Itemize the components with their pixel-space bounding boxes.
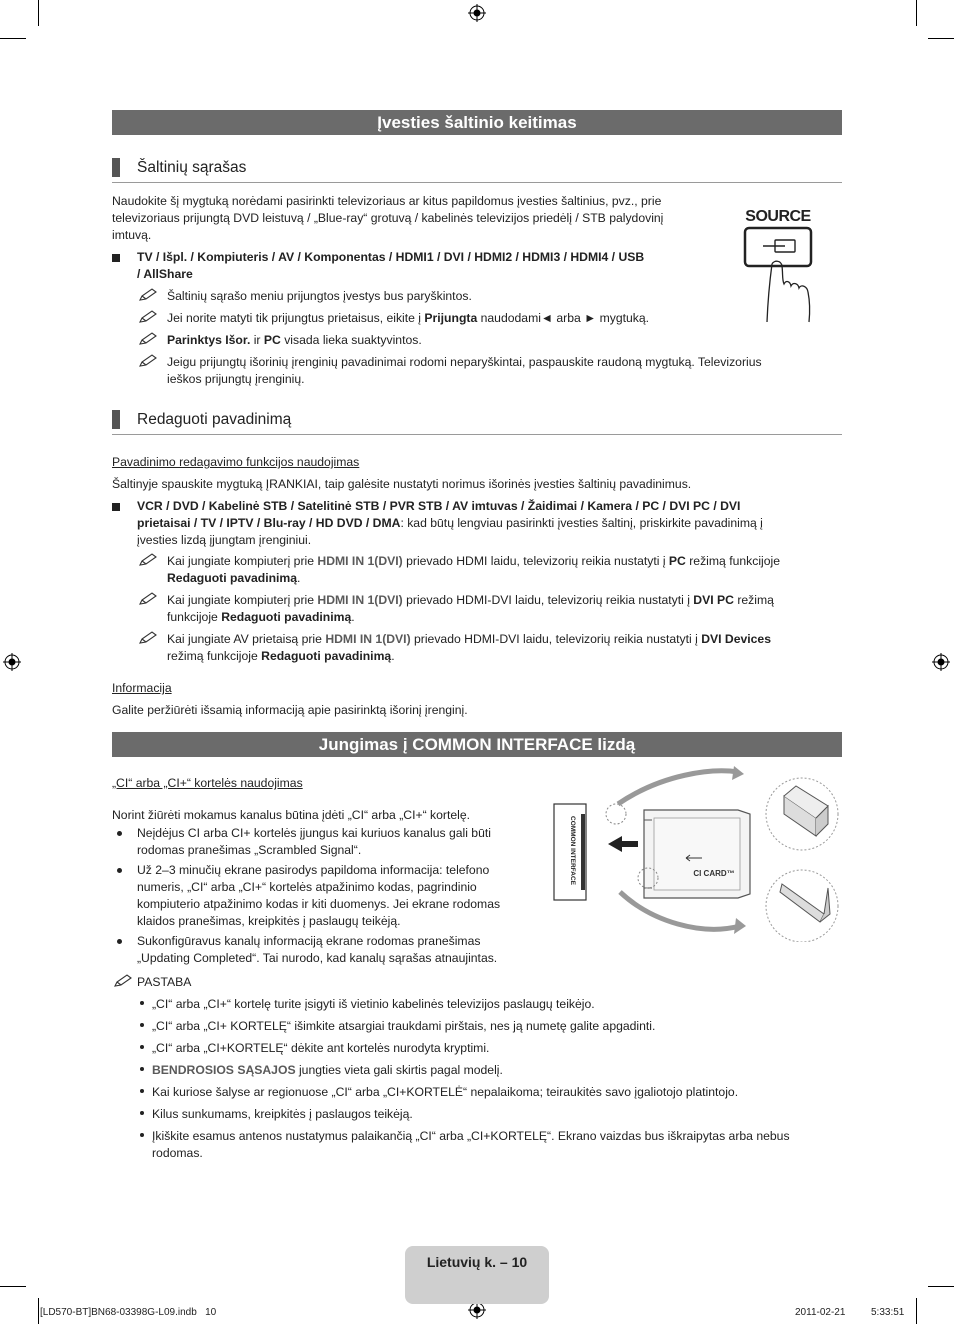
note-pencil-icon bbox=[114, 974, 132, 988]
note-pencil-icon bbox=[139, 631, 157, 645]
text-span: režimą funkcijoje bbox=[685, 554, 781, 568]
bullet-dot bbox=[140, 1023, 144, 1027]
bullet-item bbox=[137, 862, 527, 930]
text-span: : kad būtų lengviau pasirinkti įvesties šaltinį, priskirkite pavadinimą į bbox=[400, 516, 763, 530]
text-line: „Updating Completed“. Tai nurodo, kad kanalų sąrašas atnaujintas. bbox=[137, 951, 498, 965]
text-line bbox=[167, 570, 837, 587]
text-span: HDMI IN 1(DVI) bbox=[317, 554, 403, 568]
text-line: TV / Išpl. / Kompiuteris / AV / Komponentas / HDMI1 / DVI / HDMI2 / HDMI3 / HDMI4 / USB bbox=[137, 250, 645, 264]
crop-mark bbox=[0, 38, 26, 39]
list-square-bullet bbox=[112, 254, 120, 262]
text-line: Įkiškite esamus antenos nustatymus palaikančią „CI“ arba „CI+KORTELĘ“. Ekrano vaizdas bus iškraipytas arba nebus bbox=[152, 1129, 790, 1143]
text-span: Kai jungiate kompiuterį prie bbox=[167, 554, 318, 568]
slot-label: COMMON INTERFACE bbox=[569, 816, 576, 885]
crop-mark bbox=[0, 1286, 26, 1287]
text-span: Parinktys Išor. bbox=[167, 333, 251, 347]
registration-mark-icon bbox=[932, 653, 950, 671]
note-bullet: Kilus sunkumams, kreipkitės į paslaugos teikėją. bbox=[152, 1107, 413, 1121]
text-span: PC bbox=[668, 554, 686, 568]
text-span: ir bbox=[250, 333, 264, 347]
source-button-illustration bbox=[738, 204, 818, 326]
note-text bbox=[167, 592, 837, 626]
text-span: visada lieka suaktyvintos. bbox=[280, 333, 422, 347]
crop-mark bbox=[928, 38, 954, 39]
text-line bbox=[137, 515, 817, 532]
text-span: Redaguoti pavadinimą bbox=[261, 649, 392, 663]
text-line bbox=[167, 631, 837, 648]
text-span: prievado HDMI-DVI laidu, televizorių reikia nustatyti į bbox=[410, 632, 702, 646]
bullet-dot bbox=[117, 831, 122, 836]
bullet-dot bbox=[140, 1067, 144, 1071]
registration-mark-icon bbox=[3, 653, 21, 671]
bullet-dot bbox=[117, 939, 122, 944]
crop-mark bbox=[38, 0, 39, 26]
subsection-heading bbox=[112, 410, 842, 435]
ci-card-label: CI CARD™ bbox=[693, 869, 735, 878]
bullet-item bbox=[137, 825, 527, 859]
text-span: režimą funkcijoje bbox=[167, 649, 262, 663]
note-pencil-icon bbox=[139, 332, 157, 346]
text-span: funkcijoje bbox=[167, 610, 222, 624]
note-text bbox=[167, 631, 837, 665]
subsection-heading bbox=[112, 158, 842, 183]
text-line: Neįdėjus CI arba CI+ kortelės įjungus kai kuriuos kanalus gali būti bbox=[137, 826, 491, 840]
print-time: 5:33:51 bbox=[871, 1307, 905, 1318]
crop-mark bbox=[38, 1298, 39, 1324]
section-title: Jungimas į COMMON INTERFACE lizdą bbox=[318, 735, 636, 754]
text-line: ieškos prijungtų įrenginių. bbox=[167, 372, 305, 386]
note-label: PASTABA bbox=[137, 975, 192, 989]
note-pencil-icon bbox=[139, 288, 157, 302]
text-line: numeris, „CI“ arba „CI+“ kortelės atpažinimo kodas, pagrindinio bbox=[137, 880, 477, 894]
text-span: Jei norite matyti tik prijungtus prietaisus, eikite į bbox=[167, 311, 425, 325]
text-line: Už 2–3 minučių ekrane pasirodys papildoma informacija: telefono bbox=[137, 863, 490, 877]
text-span: Redaguoti pavadinimą bbox=[221, 610, 352, 624]
text-line: Sukonfigūravus kanalų informaciją ekrane rodomas pranešimas bbox=[137, 934, 481, 948]
section-title-bar bbox=[112, 732, 842, 757]
note-pencil-icon bbox=[139, 553, 157, 567]
text-line: kompiuterio atpažinimo kodas ir kiti duomenys. Jei ekrane rodomas bbox=[137, 897, 501, 911]
text-line bbox=[167, 553, 837, 570]
note-text bbox=[167, 332, 422, 349]
source-list-item bbox=[137, 249, 717, 283]
note-text bbox=[167, 553, 837, 587]
text-line: Naudokite šį mygtuką norėdami pasirinkti televizoriaus ar kitus papildomus įvesties šaltinius, pvz., prie bbox=[112, 194, 662, 208]
description: Galite peržiūrėti išsamią informaciją apie pasirinktą išorinį įrenginį. bbox=[112, 703, 468, 717]
name-list-item bbox=[137, 498, 817, 549]
print-date: 2011-02-21 bbox=[795, 1307, 846, 1318]
text-span: Kai jungiate AV prietaisą prie bbox=[167, 632, 326, 646]
text-line: rodomas pranešimas „Scrambled Signal“. bbox=[137, 843, 362, 857]
text-span: prievado HDMI-DVI laidu, televizorių reikia nustatyti į bbox=[402, 593, 694, 607]
text-line bbox=[167, 648, 837, 665]
bullet-dot bbox=[140, 1045, 144, 1049]
bullet-dot bbox=[117, 868, 122, 873]
text-span: HDMI IN 1(DVI) bbox=[317, 593, 403, 607]
file-info: [LD570-BT]BN68-03398G-L09.indb 10 bbox=[40, 1307, 217, 1318]
bullet-dot bbox=[140, 1133, 144, 1137]
text-span: Prijungta bbox=[424, 311, 478, 325]
text-line: įvesties lizdą įjungtam įrenginiui. bbox=[137, 533, 312, 547]
note-bullet: „CI“ arba „CI+KORTELĘ“ dėkite ant kortelės nurodyta kryptimi. bbox=[152, 1041, 490, 1055]
topic-link: Informacija bbox=[112, 681, 172, 695]
subsection-title: Redaguoti pavadinimą bbox=[137, 411, 292, 428]
bullet-dot bbox=[140, 1111, 144, 1115]
heading-marker bbox=[112, 158, 120, 177]
intro-paragraph bbox=[112, 193, 712, 244]
note-bullet bbox=[152, 1062, 503, 1079]
bullet-dot bbox=[140, 1001, 144, 1005]
page-number: Lietuvių k. – 10 bbox=[426, 1254, 528, 1270]
source-label: SOURCE bbox=[745, 208, 811, 225]
text-span: naudodami◄ arba ► mygtuką. bbox=[477, 311, 650, 325]
note-pencil-icon bbox=[139, 592, 157, 606]
heading-marker bbox=[112, 410, 120, 429]
text-line: televizoriaus prijungtą DVD leistuvą / „Blue-ray“ grotuvą / kabelinės televizijos priedėlį / STB palydovinį bbox=[112, 211, 664, 225]
list-square-bullet bbox=[112, 503, 120, 511]
text-span: . bbox=[297, 571, 301, 585]
note-bullet: Kai kuriose šalyse ar regionuose „CI“ arba „CI+KORTELĖ“ nepalaikoma; teiraukitės savo įgaliotojo platintojo. bbox=[152, 1085, 739, 1099]
text-line: rodomas. bbox=[152, 1146, 203, 1160]
note-bullet: „CI“ arba „CI+ KORTELĘ“ išimkite atsargiai traukdami pirštais, nes ją numetę galite apgadinti. bbox=[152, 1019, 656, 1033]
text-span: . bbox=[351, 610, 355, 624]
description: Šaltinyje spauskite mygtuką ĮRANKIAI, taip galėsite nustatyti norimus išorinės įvesties šaltinių pavadinimus. bbox=[112, 477, 692, 491]
text-span: PC bbox=[263, 333, 281, 347]
text-span: Kai jungiate kompiuterį prie bbox=[167, 593, 318, 607]
text-span: Redaguoti pavadinimą bbox=[167, 571, 298, 585]
bullet-dot bbox=[140, 1089, 144, 1093]
registration-mark-icon bbox=[468, 4, 486, 22]
text-span: prievado HDMI laidu, televizorių reikia nustatyti į bbox=[402, 554, 669, 568]
text-span: jungties vieta gali skirtis pagal modelį. bbox=[295, 1063, 503, 1077]
crop-mark bbox=[916, 1298, 917, 1324]
text-line: / AllShare bbox=[137, 267, 193, 281]
note-pencil-icon bbox=[139, 310, 157, 324]
text-span: HDMI IN 1(DVI) bbox=[325, 632, 411, 646]
note-pencil-icon bbox=[139, 354, 157, 368]
description: Norint žiūrėti mokamus kanalus būtina įdėti „CI“ arba „CI+“ kortelę. bbox=[112, 808, 470, 822]
note-bullet bbox=[152, 1128, 842, 1162]
crop-mark bbox=[928, 1286, 954, 1287]
topic-link: Pavadinimo redagavimo funkcijos naudojimas bbox=[112, 455, 360, 469]
text-span: DVI Devices bbox=[701, 632, 771, 646]
topic-link: „CI“ arba „CI+“ kortelės naudojimas bbox=[112, 776, 303, 790]
bullet-item bbox=[137, 933, 537, 967]
text-line: VCR / DVD / Kabelinė STB / Satelitinė STB / PVR STB / AV imtuvas / Žaidimai / Kamera / PC / DVI PC / DVI bbox=[137, 499, 741, 513]
text-span: BENDROSIOS SĄSAJOS bbox=[152, 1063, 296, 1077]
text-line: klaidos pranešimas, kreipkitės į paslaugų teikėją. bbox=[137, 914, 401, 928]
ci-card-illustration bbox=[552, 766, 844, 942]
text-span: . bbox=[391, 649, 395, 663]
text-span: DVI PC bbox=[693, 593, 734, 607]
text-line bbox=[167, 609, 837, 626]
section-title-bar bbox=[112, 110, 842, 135]
note-text bbox=[167, 310, 649, 327]
text-span: režimą bbox=[733, 593, 774, 607]
text-line: Jeigu prijungtų išorinių įrenginių pavadinimai rodomi neparyškintai, paspauskite raudoną mygtuką. Televizorius bbox=[167, 355, 762, 369]
text-line: imtuvą. bbox=[112, 228, 152, 242]
note-text bbox=[167, 354, 827, 388]
text-line bbox=[167, 592, 837, 609]
text-span: prietaisai / TV / IPTV / Blu-ray / HD DVD / DMA bbox=[137, 516, 401, 530]
note-text: Šaltinių sąrašo meniu prijungtos įvestys bus paryškintos. bbox=[167, 289, 472, 303]
note-bullet: „CI“ arba „CI+“ kortelę turite įsigyti iš vietinio kabelinės televizijos paslaugų teikėjo. bbox=[152, 997, 595, 1011]
crop-mark bbox=[916, 0, 917, 26]
subsection-title: Šaltinių sąrašas bbox=[137, 159, 247, 176]
section-title: Įvesties šaltinio keitimas bbox=[377, 113, 577, 132]
